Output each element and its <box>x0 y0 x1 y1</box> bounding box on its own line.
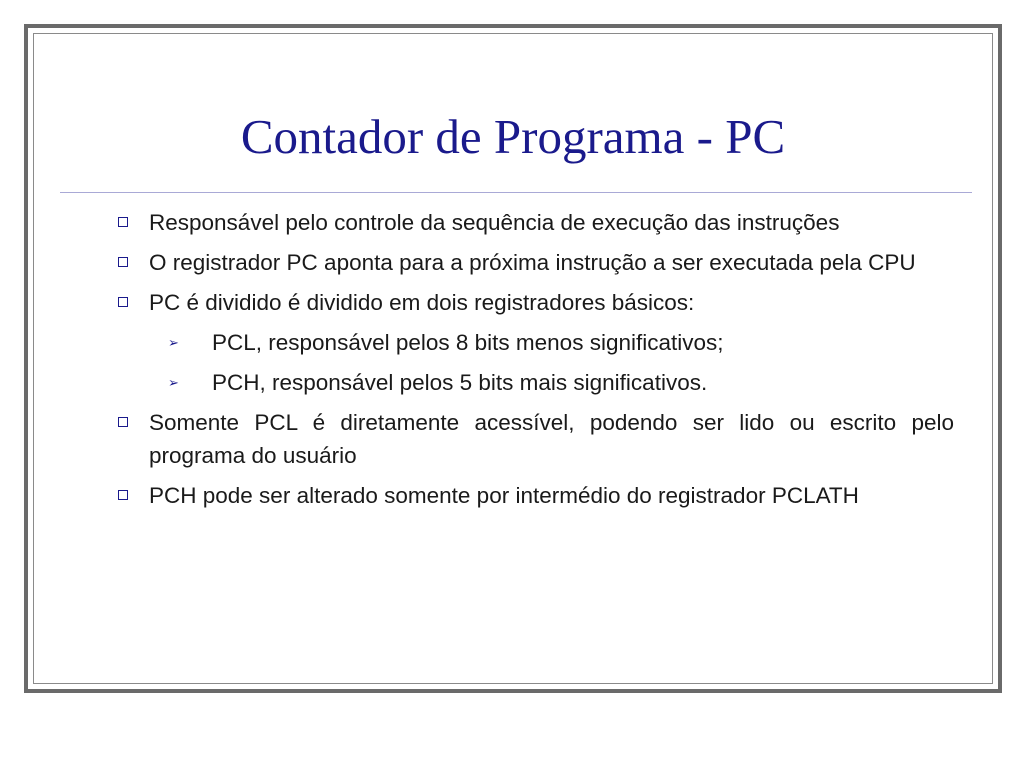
hollow-square-bullet-icon <box>118 297 128 307</box>
bullet-item <box>116 206 954 239</box>
hollow-square-bullet-icon <box>118 217 128 227</box>
bullet-item <box>116 246 954 279</box>
bullet-text: PCH pode ser alterado somente por intermédio do registrador PCLATH <box>149 483 859 508</box>
bullet-text: Responsável pelo controle da sequência de execução das instruções <box>149 210 840 235</box>
bullet-list <box>116 206 954 519</box>
hollow-square-bullet-icon <box>118 417 128 427</box>
bullet-text: O registrador PC aponta para a próxima instrução a ser executada pela CPU <box>149 250 916 275</box>
bullet-item <box>116 406 954 472</box>
hollow-square-bullet-icon <box>118 490 128 500</box>
bullet-item <box>116 479 954 512</box>
hollow-square-bullet-icon <box>118 257 128 267</box>
bullet-text: Somente PCL é diretamente acessível, podendo ser lido ou escrito pelo programa do usuário <box>149 410 954 468</box>
sub-bullet-text: PCL, responsável pelos 8 bits menos significativos; <box>212 330 724 355</box>
arrowhead-bullet-icon: ➢ <box>168 376 179 391</box>
bullet-item <box>116 286 954 319</box>
sub-bullet-item <box>116 326 954 359</box>
title-divider <box>60 192 972 193</box>
sub-bullet-item <box>116 366 954 399</box>
slide-title: Contador de Programa - PC <box>240 109 786 164</box>
sub-bullet-text: PCH, responsável pelos 5 bits mais significativos. <box>212 370 708 395</box>
bullet-text: PC é dividido é dividido em dois registradores básicos: <box>149 290 695 315</box>
arrowhead-bullet-icon: ➢ <box>168 336 179 351</box>
